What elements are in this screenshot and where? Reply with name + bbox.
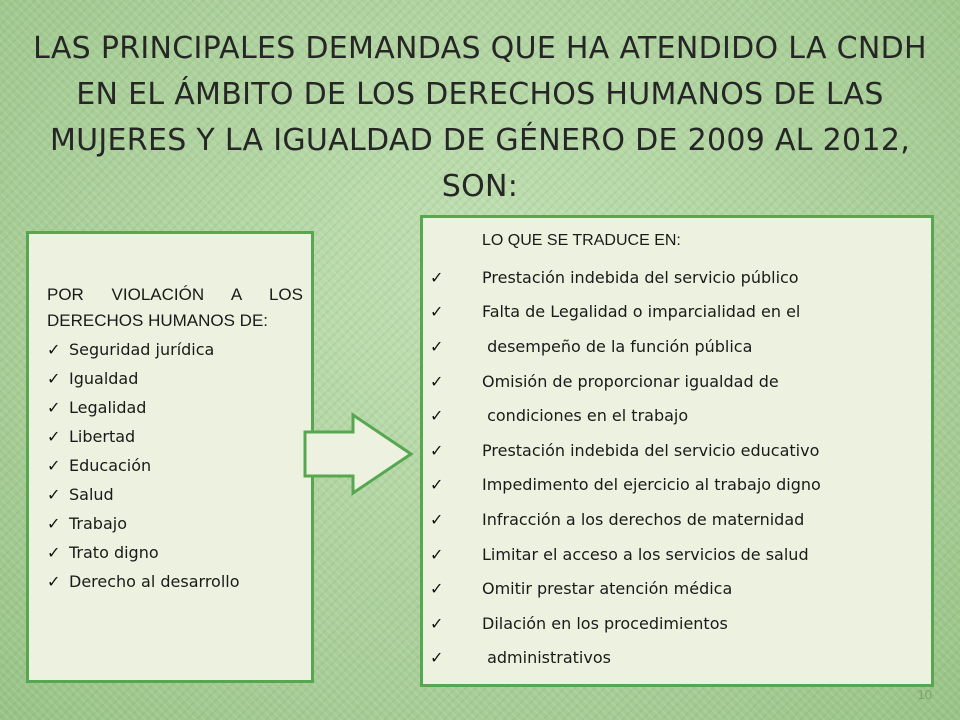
- list-item-label: Prestación indebida del servicio público: [482, 267, 799, 287]
- list-item: [430, 502, 923, 537]
- list-item-label: Limitar el acceso a los servicios de salud: [482, 544, 809, 564]
- list-item: [47, 393, 303, 422]
- list-item-label: condiciones en el trabajo: [482, 406, 689, 426]
- list-item-label: Prestación indebida del servicio educativo: [482, 440, 820, 460]
- checkmark-icon: ✓: [430, 509, 444, 529]
- checkmark-icon: ✓: [47, 456, 61, 475]
- list-item: [430, 260, 923, 295]
- checkmark-icon: ✓: [47, 543, 61, 562]
- list-item: [47, 422, 303, 451]
- list-item-label: Derecho al desarrollo: [69, 572, 240, 591]
- list-item: [430, 329, 923, 364]
- list-item-label: Infracción a los derechos de maternidad: [482, 509, 805, 529]
- list-item: [47, 567, 303, 596]
- list-item-label: desempeño de la función pública: [482, 336, 753, 356]
- checkmark-icon: ✓: [430, 544, 444, 564]
- right-arrow-icon: [302, 412, 414, 496]
- checkmark-icon: ✓: [430, 613, 444, 633]
- consequences-lead: LO QUE SE TRADUCE EN:: [482, 232, 681, 249]
- checkmark-icon: ✓: [430, 406, 444, 426]
- checkmark-icon: ✓: [430, 475, 444, 495]
- rights-list: [47, 335, 303, 596]
- list-item: [47, 451, 303, 480]
- checkmark-icon: ✓: [47, 485, 61, 504]
- list-item-label: Omisión de proporcionar igualdad de: [482, 371, 779, 391]
- list-item-label: Falta de Legalidad o imparcialidad en el: [482, 302, 801, 322]
- list-item: [47, 364, 303, 393]
- checkmark-icon: ✓: [430, 579, 444, 599]
- list-item: [430, 433, 923, 468]
- list-item: [430, 398, 923, 433]
- list-item: [430, 364, 923, 399]
- checkmark-icon: ✓: [47, 514, 61, 533]
- list-item-label: Libertad: [69, 427, 136, 446]
- list-item-label: administrativos: [482, 648, 611, 668]
- list-item: [47, 335, 303, 364]
- checkmark-icon: ✓: [430, 336, 444, 356]
- checkmark-icon: ✓: [47, 340, 61, 359]
- list-item: [47, 538, 303, 567]
- list-item-label: Educación: [69, 456, 152, 475]
- list-item-label: Impedimento del ejercicio al trabajo digno: [482, 475, 821, 495]
- violations-box: [26, 231, 314, 683]
- list-item-label: Trabajo: [69, 514, 127, 533]
- checkmark-icon: ✓: [47, 427, 61, 446]
- list-item: [430, 295, 923, 330]
- violations-lead: POR VIOLACIÓN A LOS DERECHOS HUMANOS DE:: [47, 285, 303, 330]
- list-item: [47, 509, 303, 538]
- list-item-label: Igualdad: [69, 369, 139, 388]
- list-item-label: Omitir prestar atención médica: [482, 579, 733, 599]
- list-item: [430, 606, 923, 641]
- list-item-label: Legalidad: [69, 398, 147, 417]
- list-item: [430, 468, 923, 503]
- checkmark-icon: ✓: [430, 440, 444, 460]
- list-item-label: Seguridad jurídica: [69, 340, 215, 359]
- list-item-label: Dilación en los procedimientos: [482, 613, 728, 633]
- list-item: [430, 537, 923, 572]
- page-number: 10: [917, 687, 932, 702]
- list-item: [430, 641, 923, 676]
- consequences-box: [420, 215, 934, 687]
- consequences-list: [430, 260, 923, 675]
- checkmark-icon: ✓: [47, 369, 61, 388]
- checkmark-icon: ✓: [430, 371, 444, 391]
- checkmark-icon: ✓: [430, 267, 444, 287]
- list-item: [47, 480, 303, 509]
- checkmark-icon: ✓: [47, 398, 61, 417]
- checkmark-icon: ✓: [47, 572, 61, 591]
- list-item: [430, 571, 923, 606]
- list-item-label: Trato digno: [69, 543, 159, 562]
- checkmark-icon: ✓: [430, 648, 444, 668]
- checkmark-icon: ✓: [430, 302, 444, 322]
- slide-title: LAS PRINCIPALES DEMANDAS QUE HA ATENDIDO LA CNDH EN EL ÁMBITO DE LOS DERECHOS HUMANOS DE LAS MUJERES Y LA IGUALDAD DE GÉNERO DE 2009 AL 2012, SON:: [33, 31, 927, 204]
- list-item-label: Salud: [69, 485, 114, 504]
